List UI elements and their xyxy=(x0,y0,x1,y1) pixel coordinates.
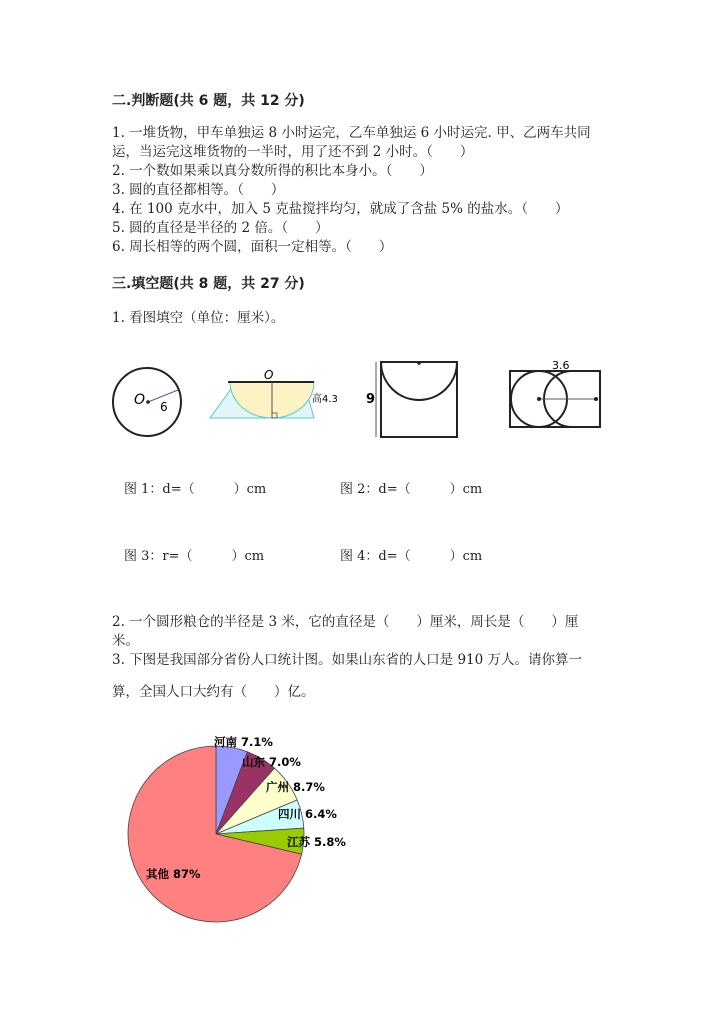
judge-q1-line1: 1. 一堆货物，甲车单独运 8 小时运完，乙车单独运 6 小时运完. 甲、乙两车共同 xyxy=(112,125,591,141)
fill-q1: 1. 看图填空（单位：厘米）。 xyxy=(112,310,285,326)
fig2-height-label: 高4.3 xyxy=(312,394,338,405)
pie-label-1: 山东 7.0% xyxy=(242,755,301,769)
fill-figure-2: 图 2：d=（ ）cm xyxy=(340,482,483,497)
figure-2-semicircle xyxy=(206,366,356,422)
fill-figure-3: 图 3：r=（ ）cm xyxy=(124,549,265,564)
section2-title: 二.判断题(共 6 题，共 12 分) xyxy=(112,93,305,109)
judge-q4: 4. 在 100 克水中，加入 5 克盐搅拌均匀，就成了含盐 5% 的盐水。（ ） xyxy=(112,201,569,217)
figure-3-square-semicircle xyxy=(364,358,464,440)
fill-q3-line1: 3. 下图是我国部分省份人口统计图。如果山东省的人口是 910 万人。请你算一 xyxy=(112,652,583,668)
fill-figure-1: 图 1：d=（ ）cm xyxy=(124,482,267,497)
fill-q2-line2: 米。 xyxy=(112,633,139,649)
pie-label-2: 广州 8.7% xyxy=(266,780,325,794)
fig1-center-label: O xyxy=(134,392,146,408)
judge-q2: 2. 一个数如果乘以真分数所得的积比本身小。（ ） xyxy=(112,163,433,179)
judge-q6: 6. 周长相等的两个圆，面积一定相等。（ ） xyxy=(112,239,393,255)
fill-q3-line2: 算，全国人口大约有（ ）亿。 xyxy=(112,684,315,700)
figure-1-circle xyxy=(108,364,188,440)
judge-q3: 3. 圆的直径都相等。（ ） xyxy=(112,182,285,198)
figure-4-rect-circles xyxy=(506,356,606,432)
population-pie-chart xyxy=(110,728,380,933)
fill-q2-line1: 2. 一个圆形粮仓的半径是 3 米，它的直径是（ ）厘米，周长是（ ）厘 xyxy=(112,614,579,630)
judge-q1-line2: 运，当运完这堆货物的一半时，用了还不到 2 小时。（ ） xyxy=(112,144,474,160)
judge-q5: 5. 圆的直径是半径的 2 倍。（ ） xyxy=(112,220,329,236)
fig4-top-label: 3.6 xyxy=(552,359,570,372)
pie-label-3: 四川 6.4% xyxy=(278,807,337,821)
fig1-radius-label: 6 xyxy=(160,400,168,414)
fill-figure-4: 图 4：d=（ ）cm xyxy=(340,549,483,564)
pie-label-5: 其他 87% xyxy=(146,867,201,881)
fig3-side-label: 9 xyxy=(366,392,376,407)
section3-title: 三.填空题(共 8 题，共 27 分) xyxy=(112,276,305,292)
pie-label-4: 江苏 5.8% xyxy=(287,835,346,849)
fig2-center-label: O xyxy=(264,368,274,382)
pie-label-0: 河南 7.1% xyxy=(214,735,273,749)
